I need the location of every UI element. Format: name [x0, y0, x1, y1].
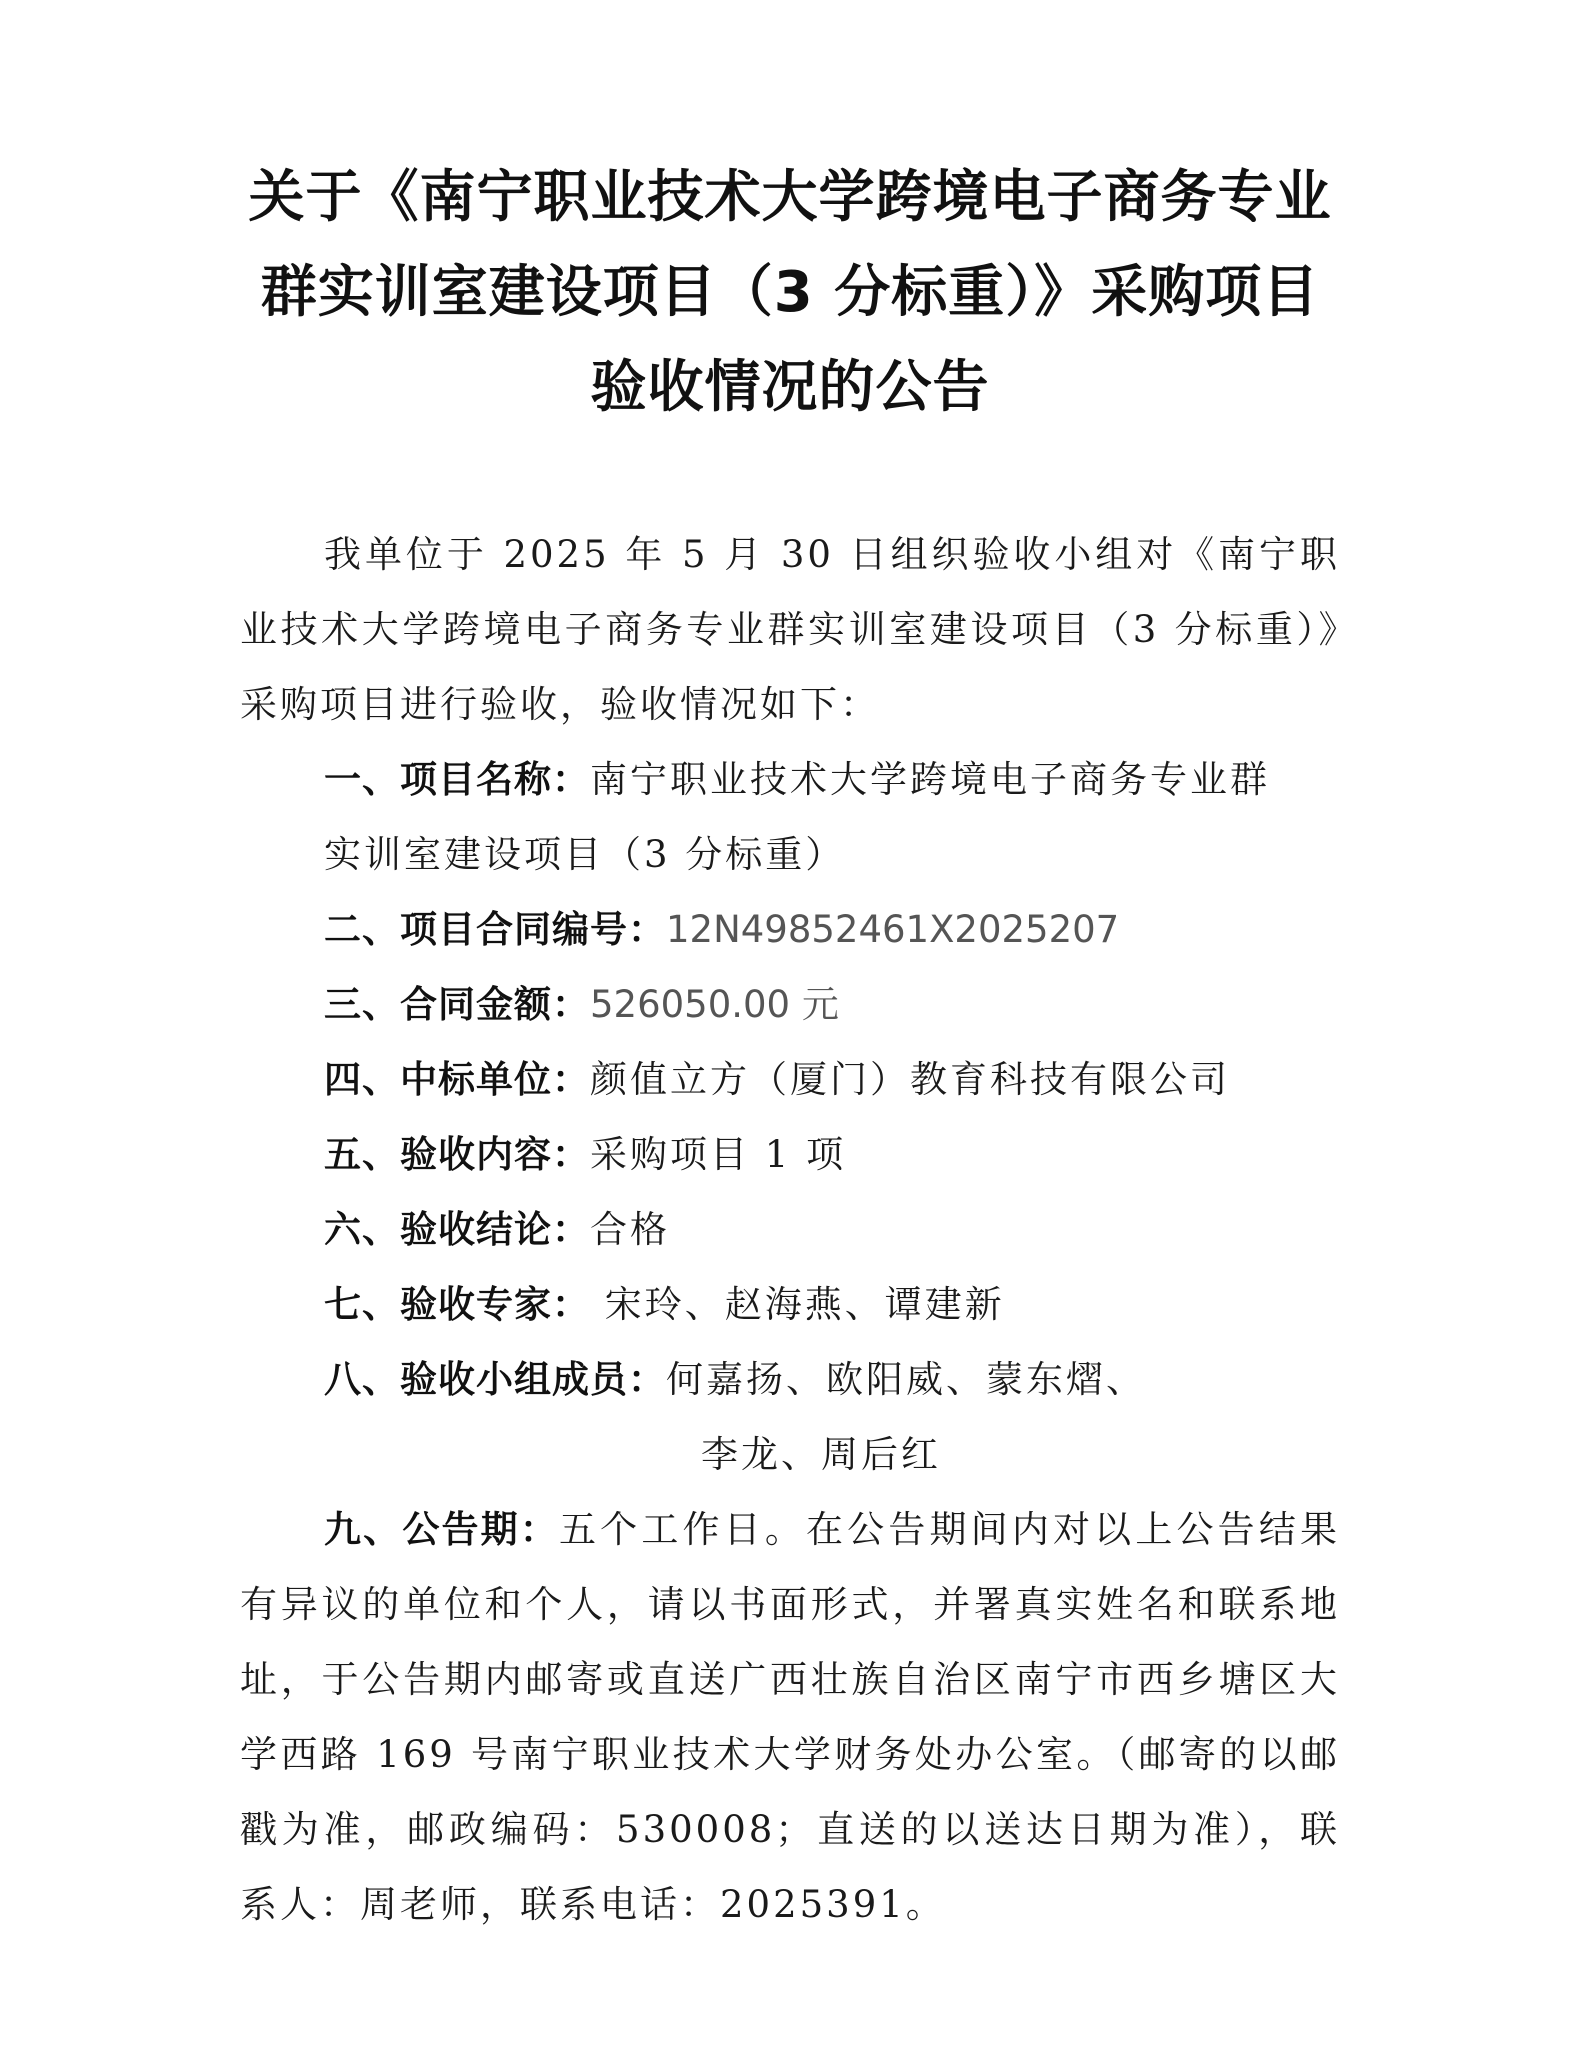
item-experts-value: 宋玲、赵海燕、谭建新	[590, 1283, 1005, 1326]
notice-paragraph	[240, 1492, 1340, 1942]
item-amount-label: 三、合同金额：	[324, 983, 590, 1026]
item-content-label: 五、验收内容：	[324, 1133, 590, 1176]
item-winner-value: 颜值立方（厦门）教育科技有限公司	[590, 1058, 1230, 1101]
item-amount-value: 526050.00 元	[590, 983, 839, 1026]
item-content	[240, 1117, 1340, 1192]
notice-text: 五个工作日。在公告期间内对以上公告结果有异议的单位和个人，请以书面形式，并署真实姓名和联系地址，于公告期内邮寄或直送广西壮族自治区南宁市西乡塘区大学西路 169 号南宁职业技术大学财务处办公室。（邮寄的以邮戳为准，邮政编码：530008；直送的以送达日期为准），联系人：周老师，联系电话：2025391。	[240, 1508, 1340, 1926]
item-experts	[240, 1267, 1340, 1342]
item-members-value-1: 何嘉扬、欧阳威、蒙东熠、	[666, 1358, 1146, 1401]
item-project-name-value-1: 南宁职业技术大学跨境电子商务专业群	[590, 758, 1270, 801]
item-conclusion	[240, 1192, 1340, 1267]
item-conclusion-label: 六、验收结论：	[324, 1208, 590, 1251]
title-line-1: 关于《南宁职业技术大学跨境电子商务专业	[248, 165, 1332, 230]
item-content-value: 采购项目 1 项	[590, 1133, 847, 1176]
item-contract-no-value: 12N49852461X2025207	[666, 908, 1120, 951]
title-line-3: 验收情况的公告	[590, 355, 990, 420]
title-line-2: 群实训室建设项目（3 分标重）》采购项目	[260, 260, 1320, 325]
item-project-name-value-2: 实训室建设项目（3 分标重）	[324, 833, 846, 876]
item-project-name-label: 一、项目名称：	[324, 758, 590, 801]
item-winner	[240, 1042, 1340, 1117]
item-amount	[240, 967, 1340, 1042]
item-project-name	[240, 742, 1340, 892]
item-members-value-2: 李龙、周后红	[701, 1433, 941, 1476]
notice-label: 九、公告期：	[324, 1508, 559, 1551]
item-members-label: 八、验收小组成员：	[324, 1358, 666, 1401]
item-contract-no	[240, 892, 1340, 967]
intro-paragraph: 我单位于 2025 年 5 月 30 日组织验收小组对《南宁职业技术大学跨境电子商务专业群实训室建设项目（3 分标重）》采购项目进行验收，验收情况如下：	[240, 533, 1340, 726]
item-experts-label: 七、验收专家：	[324, 1283, 590, 1326]
document-title	[240, 150, 1340, 435]
item-winner-label: 四、中标单位：	[324, 1058, 590, 1101]
item-contract-no-label: 二、项目合同编号：	[324, 908, 666, 951]
item-conclusion-value: 合格	[590, 1208, 670, 1251]
item-members	[240, 1342, 1340, 1492]
document-page	[240, 150, 1340, 1942]
document-body	[240, 517, 1340, 1942]
